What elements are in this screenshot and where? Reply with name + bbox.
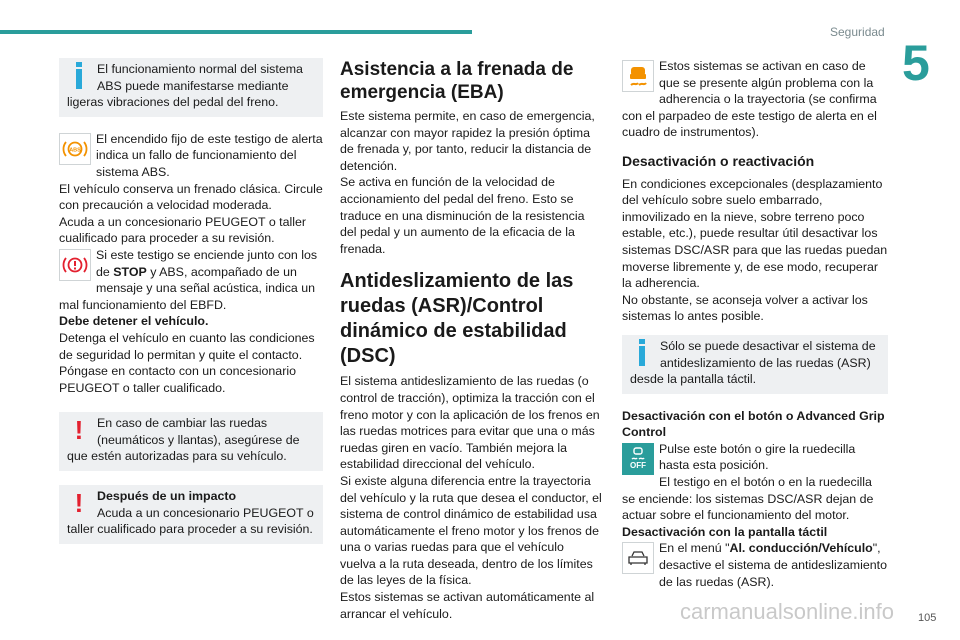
- header-rule: [0, 30, 472, 34]
- note-text: El funcionamiento normal del sistema ABS puede manifestarse mediante ligeras vibraciones del pedal del freno.: [67, 62, 303, 110]
- off-label: OFF: [630, 461, 646, 471]
- deact-text: En condiciones excepcionales (desplazamiento del vehículo sobre suelo embarrado, inmovilizado en la nieve, sobre terreno poco estable, etc.), puede resultar útil desactivar los sistemas DSC/ASR para que las ruedas puedan moverse libremente y, de ese modo, recuperar la adherencia.: [622, 176, 888, 291]
- heading-eba: Asistencia a la frenada de emergencia (EBA): [340, 59, 574, 103]
- eba-text: Este sistema permite, en caso de emergencia, alcanzar con mayor rapidez la presión óptima de frenada y, por tanto, reducir la distancia de detención.: [340, 109, 595, 173]
- car-icon: [622, 542, 654, 574]
- abs-text-3: Acuda a un concesionario PEUGEOT o taller cualificado para proceder a su revisión.: [59, 214, 307, 246]
- abs-warning-icon: [59, 133, 91, 165]
- touch-text: En el menú "Al. conducción/Vehículo", desactive el sistema de antideslizamiento de las ruedas (ASR).: [659, 541, 887, 589]
- page-number: 105: [918, 612, 937, 624]
- section-title: Seguridad: [830, 25, 885, 39]
- brake-warning-icon: [59, 249, 91, 281]
- svg-text:ABS: ABS: [69, 147, 81, 154]
- skid-warning-icon: [622, 60, 654, 92]
- touch-instruction: [622, 540, 888, 590]
- warning-icon: !: [74, 488, 84, 519]
- warning-title: Después de un impacto: [97, 489, 237, 504]
- asr-text-3: Estos sistemas se activan automáticamente al arrancar el vehículo.: [340, 590, 595, 621]
- asr-text: El sistema antideslizamiento de las ruedas (o control de tracción), optimiza la tracción con el freno motor y con la aplicación de los frenos en las ruedas motrices para evitar que una o más ruedas giren en vacío. También mejora la estabilidad direccional del vehículo.: [340, 374, 600, 472]
- right-column: [622, 58, 888, 590]
- dsc-off-icon: [622, 443, 654, 475]
- stop-text: Debe detener el vehículo.: [59, 314, 209, 329]
- warning-note-impact: [59, 485, 323, 544]
- warning-text: Acuda a un concesionario PEUGEOT o taller cualificado para proceder a su revisión.: [67, 505, 314, 537]
- deact-text-2: No obstante, se aconseja volver a activar los sistemas lo antes posible.: [622, 292, 868, 324]
- chapter-number: 5: [902, 35, 930, 91]
- heading-button: Desactivación con el botón o Advanced Grip Control: [622, 408, 885, 440]
- button-text: Pulse este botón o gire la ruedecilla hasta esta posición.: [659, 441, 856, 473]
- eba-text-2: Se activa en función de la velocidad de accionamiento del pedal del freno. Esto se traduce en una disminución de la resistencia del pedal y un aumento de la eficacia de la frenada.: [340, 175, 585, 256]
- watermark: carmanualsonline.info: [680, 599, 895, 624]
- ebfd-text: Si este testigo se enciende junto con los de STOP y ABS, acompañado de un mensaje y una señal acústica, indica un mal funcionamiento del EBFD.: [59, 247, 318, 312]
- warning-text: En caso de cambiar las ruedas (neumáticos y llantas), asegúrese de que estén autorizadas para su vehículo.: [67, 416, 300, 464]
- ebfd-warning: [59, 247, 323, 396]
- warning-note: [59, 412, 323, 471]
- middle-column: [340, 58, 602, 622]
- button-instruction: [622, 441, 888, 474]
- stop-desc-2: Póngase en contacto con un concesionario PEUGEOT o taller cualificado.: [59, 364, 296, 395]
- warning-icon: !: [74, 415, 84, 446]
- info-text: Sólo se puede desactivar el sistema de antideslizamiento de las ruedas (ASR) desde la pantalla táctil.: [630, 338, 876, 387]
- stop-desc: Detenga el vehículo en cuanto las condiciones de seguridad lo permitan y quite el contacto.: [59, 330, 315, 362]
- dsc-warning: [622, 58, 888, 141]
- abs-text-2: El vehículo conserva un frenado clásica. Circule con precaución a velocidad moderada.: [59, 181, 323, 213]
- abs-text: El encendido fijo de este testigo de alerta indica un fallo de funcionamiento del sistema ABS.: [96, 131, 323, 179]
- asr-text-2: Si existe alguna diferencia entre la trayectoria del vehículo y la ruta que desea el conductor, el sistema de control dinámico de estabilidad usa automáticamente el freno motor y los frenos de una o varias ruedas para que el vehículo vuelva a la ruta deseada, dentro de los límites de las leyes de la física.: [340, 473, 602, 588]
- button-text-2: El testigo en el botón o en la ruedecilla se enciende: los sistemas DSC/ASR dejan de actuar sobre el funcionamiento del motor.: [622, 475, 874, 523]
- info-icon: [630, 338, 654, 370]
- info-note: [622, 335, 888, 394]
- heading-asr: Antideslizamiento de las ruedas (ASR)/Control dinámico de estabilidad (DSC): [340, 270, 574, 368]
- info-icon: [67, 61, 91, 93]
- abs-warning: [59, 131, 323, 247]
- heading-deactivation: Desactivación o reactivación: [622, 152, 815, 169]
- heading-touchscreen: Desactivación con la pantalla táctil: [622, 524, 828, 539]
- info-note: [59, 58, 323, 117]
- left-column: [59, 58, 323, 558]
- dsc-text: Estos sistemas se activan en caso de que se presente algún problema con la adherencia o la trayectoria (se confirma con el parpadeo de este testigo de alerta en el cuadro de instrumentos).: [622, 59, 877, 140]
